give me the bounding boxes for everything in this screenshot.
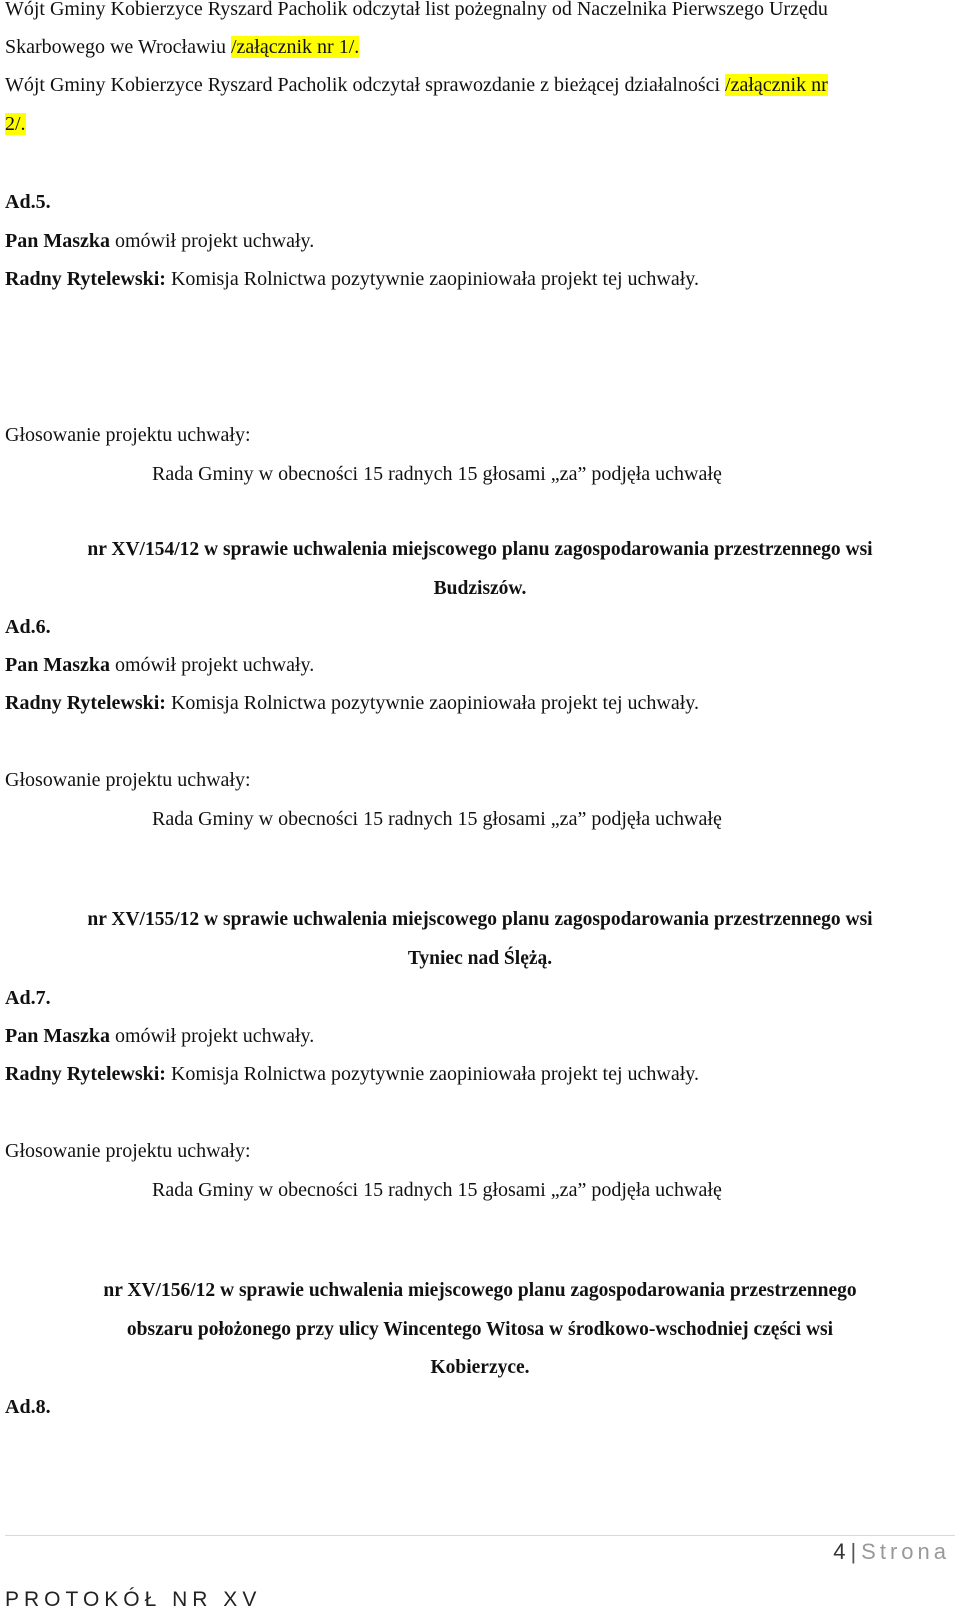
speaker-line bbox=[5, 652, 314, 678]
section-heading: Ad.6. bbox=[5, 616, 51, 638]
resolution-line: nr XV/154/12 w sprawie uchwalenia miejscowego planu zagospodarowania przestrzennego wsi bbox=[87, 539, 873, 560]
resolution-line: nr XV/156/12 w sprawie uchwalenia miejscowego planu zagospodarowania przestrzennego bbox=[103, 1280, 857, 1301]
section-heading: Ad.7. bbox=[5, 987, 51, 1009]
vote-label: Głosowanie projektu uchwały: bbox=[5, 769, 251, 791]
page-number-value: 4 bbox=[833, 1539, 846, 1564]
opinion-line bbox=[5, 266, 699, 292]
footer-divider bbox=[5, 1535, 955, 1536]
protocol-footer: PROTOKÓŁ NR XV bbox=[5, 1588, 262, 1611]
resolution-line: obszaru położonego przy ulicy Wincentego Witosa w środkowo-wschodniej części wsi bbox=[126, 1319, 834, 1340]
intro-line-4 bbox=[5, 111, 26, 137]
councillor-name: Radny Rytelewski: bbox=[5, 268, 166, 290]
intro-line-2-text: Skarbowego we Wrocławiu bbox=[5, 36, 231, 58]
vote-label: Głosowanie projektu uchwały: bbox=[5, 1140, 251, 1162]
section-heading: Ad.8. bbox=[5, 1396, 51, 1418]
intro-line-3-text: Wójt Gminy Kobierzyce Ryszard Pacholik odczytał sprawozdanie z bieżącej działalności bbox=[5, 74, 726, 96]
attachment-1-highlight: /załącznik nr 1/. bbox=[231, 36, 360, 58]
speaker-name: Pan Maszka bbox=[5, 1025, 110, 1047]
resolution-line: Tyniec nad Ślężą. bbox=[407, 948, 553, 969]
attachment-2-highlight: /załącznik nr bbox=[725, 74, 828, 96]
vote-result: Rada Gminy w obecności 15 radnych 15 głosami „za” podjęła uchwałę bbox=[152, 808, 722, 830]
vote-label: Głosowanie projektu uchwały: bbox=[5, 424, 251, 446]
opinion-text: Komisja Rolnictwa pozytywnie zaopiniowała projekt tej uchwały. bbox=[165, 268, 699, 290]
intro-line-2 bbox=[5, 34, 359, 60]
speaker-text: omówił projekt uchwały. bbox=[110, 654, 315, 676]
opinion-text: Komisja Rolnictwa pozytywnie zaopiniowała projekt tej uchwały. bbox=[165, 692, 699, 714]
speaker-text: omówił projekt uchwały. bbox=[110, 230, 315, 252]
opinion-line bbox=[5, 690, 699, 716]
vote-result: Rada Gminy w obecności 15 radnych 15 głosami „za” podjęła uchwałę bbox=[152, 1179, 722, 1201]
page-word: Strona bbox=[861, 1539, 950, 1564]
speaker-name: Pan Maszka bbox=[5, 230, 110, 252]
attachment-2-highlight-cont: 2/. bbox=[5, 113, 26, 135]
intro-line-3 bbox=[5, 72, 828, 98]
speaker-line bbox=[5, 228, 314, 254]
resolution-line: Budziszów. bbox=[433, 578, 527, 599]
page-number bbox=[833, 1538, 950, 1566]
speaker-name: Pan Maszka bbox=[5, 654, 110, 676]
resolution-line: Kobierzyce. bbox=[430, 1357, 530, 1378]
page-number-separator: | bbox=[850, 1539, 857, 1564]
opinion-line bbox=[5, 1061, 699, 1087]
vote-result: Rada Gminy w obecności 15 radnych 15 głosami „za” podjęła uchwałę bbox=[152, 463, 722, 485]
intro-line-1: Wójt Gminy Kobierzyce Ryszard Pacholik odczytał list pożegnalny od Naczelnika Pierwszego Urzędu bbox=[5, 0, 828, 20]
councillor-name: Radny Rytelewski: bbox=[5, 1063, 166, 1085]
speaker-text: omówił projekt uchwały. bbox=[110, 1025, 315, 1047]
councillor-name: Radny Rytelewski: bbox=[5, 692, 166, 714]
speaker-line bbox=[5, 1023, 314, 1049]
section-heading: Ad.5. bbox=[5, 191, 51, 213]
resolution-line: nr XV/155/12 w sprawie uchwalenia miejscowego planu zagospodarowania przestrzennego wsi bbox=[87, 909, 873, 930]
opinion-text: Komisja Rolnictwa pozytywnie zaopiniowała projekt tej uchwały. bbox=[165, 1063, 699, 1085]
